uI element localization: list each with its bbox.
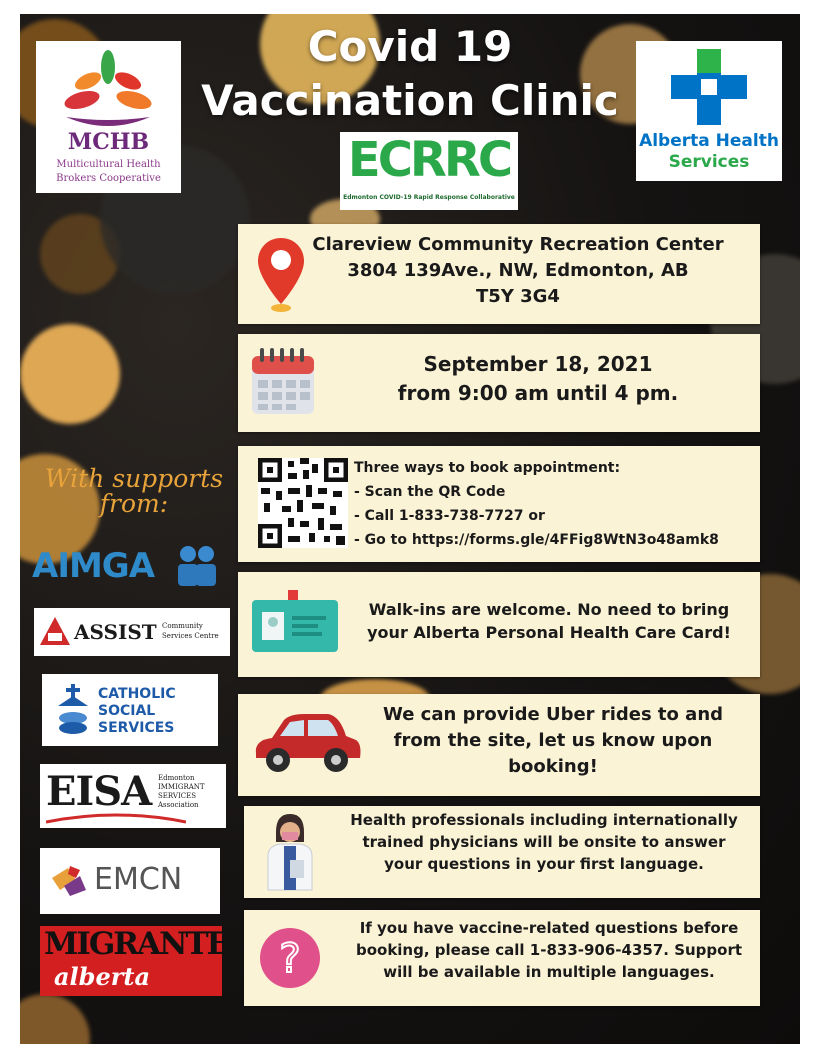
migrante-logo: [40, 926, 229, 996]
eisa-sub2: IMMIGRANT: [158, 783, 205, 791]
eisa-name: EISA: [46, 768, 152, 815]
doctor-icon: [262, 812, 318, 892]
location-card: [238, 224, 760, 324]
supports-line1: With supports: [44, 464, 224, 493]
catholic-text: [98, 686, 176, 737]
uber-text: [358, 702, 748, 780]
migrante-line2: alberta: [54, 962, 150, 991]
ahs-line2: Services: [668, 152, 750, 172]
location-line2: 3804 139Ave., NW, Edmonton, AB: [347, 260, 689, 282]
page-subtitle: Vaccination Clinic: [201, 76, 619, 125]
eisa-sub4: Association: [158, 801, 199, 809]
booking-item: - Scan the QR Code: [354, 484, 506, 500]
page-title: Covid 19: [307, 22, 513, 71]
church-icon: [56, 684, 90, 736]
emcn-emblem-icon: [50, 864, 88, 898]
date-line2: from 9:00 am until 4 pm.: [397, 381, 679, 405]
eisa-logo: [40, 764, 226, 828]
eisa-sub: [158, 774, 205, 810]
emcn-logo: [40, 848, 220, 914]
supports-heading: [34, 466, 234, 516]
date-line1: September 18, 2021: [423, 352, 653, 376]
assist-logo: [34, 608, 230, 656]
ecrrc-logo: [340, 132, 518, 210]
walkin-text: [344, 598, 754, 644]
walkin-card: [238, 572, 760, 677]
bokeh-light: [20, 994, 90, 1044]
people-icon: [174, 544, 220, 588]
mchb-name-line1: Multicultural Health: [56, 159, 161, 170]
eisa-sub1: Edmonton: [158, 774, 195, 782]
mchb-abbr: MCHB: [67, 129, 150, 155]
health-card: [244, 806, 760, 898]
ahs-logo: [636, 41, 782, 181]
catholic-line1: CATHOLIC: [98, 686, 176, 702]
catholic-line2: SOCIAL: [98, 703, 156, 719]
question-mark-icon: [258, 926, 322, 990]
assist-sub2: Services Centre: [162, 632, 219, 640]
id-card-icon: [252, 590, 338, 654]
booking-phone[interactable]: - Call 1-833-738-7727 or: [354, 508, 545, 524]
emcn-text: EMCN: [94, 862, 183, 897]
questions-line1: If you have vaccine-related questions before: [359, 919, 739, 937]
assist-name: ASSIST: [74, 620, 157, 644]
health-line2: trained physicians will be onsite to answer: [362, 832, 726, 851]
mchb-name-line2: Brokers Cooperative: [56, 173, 161, 184]
booking-heading: Three ways to book appointment:: [354, 460, 621, 476]
bokeh-light: [20, 324, 120, 424]
assist-emblem-icon: [40, 617, 70, 645]
uber-line1: We can provide Uber rides to and: [382, 704, 724, 725]
uber-card: [238, 694, 760, 796]
ecrrc-subtitle: Edmonton COVID-19 Rapid Response Collaborative: [343, 194, 515, 201]
catholic-social-services-logo: [42, 674, 218, 746]
calendar-icon: [250, 346, 316, 416]
health-line1: Health professionals including internationally: [350, 811, 738, 829]
ecrrc-abbr: ECRRC: [347, 132, 511, 188]
flyer: [20, 14, 800, 1044]
health-line3: your questions in your first language.: [384, 854, 704, 873]
health-cross-icon: [671, 49, 747, 125]
location-line1: Clareview Community Recreation Center: [312, 234, 724, 255]
uber-line3: booking!: [508, 756, 598, 778]
questions-line2[interactable]: booking, please call 1-833-906-4357. Support: [355, 940, 743, 959]
mchb-logo: [36, 41, 181, 193]
car-icon: [248, 712, 364, 782]
ahs-line1: Alberta Health: [639, 131, 779, 151]
booking-card: [238, 446, 760, 562]
qr-code-icon[interactable]: [258, 458, 348, 548]
svg-text:?: ?: [279, 936, 301, 982]
eisa-sub3: SERVICES: [158, 792, 197, 800]
migrante-line1: MIGRANTE: [44, 926, 229, 962]
questions-text: [340, 918, 758, 983]
walkin-line2: your Alberta Personal Health Care Card!: [367, 623, 731, 643]
booking-link[interactable]: - Go to https://forms.gle/4FFig8WtN3o48amk8: [354, 532, 719, 548]
flower-icon: [36, 45, 181, 130]
supports-line2: from:: [99, 489, 169, 518]
date-text: [338, 350, 738, 408]
catholic-line3: SERVICES: [98, 720, 175, 736]
booking-text: [354, 456, 754, 552]
health-text: [334, 810, 754, 875]
assist-sub1: Community: [162, 622, 203, 630]
location-text: [298, 232, 738, 310]
location-line3: T5Y 3G4: [476, 286, 560, 308]
questions-line3: will be available in multiple languages.: [383, 962, 715, 981]
date-card: [238, 334, 760, 432]
walkin-line1: Walk-ins are welcome. No need to bring: [368, 600, 730, 619]
uber-line2: from the site, let us know upon: [393, 730, 713, 752]
questions-card: [244, 910, 760, 1006]
aimga-text: AIMGA: [32, 546, 155, 586]
eisa-swoosh-icon: [46, 812, 186, 826]
aimga-logo: [32, 544, 222, 588]
